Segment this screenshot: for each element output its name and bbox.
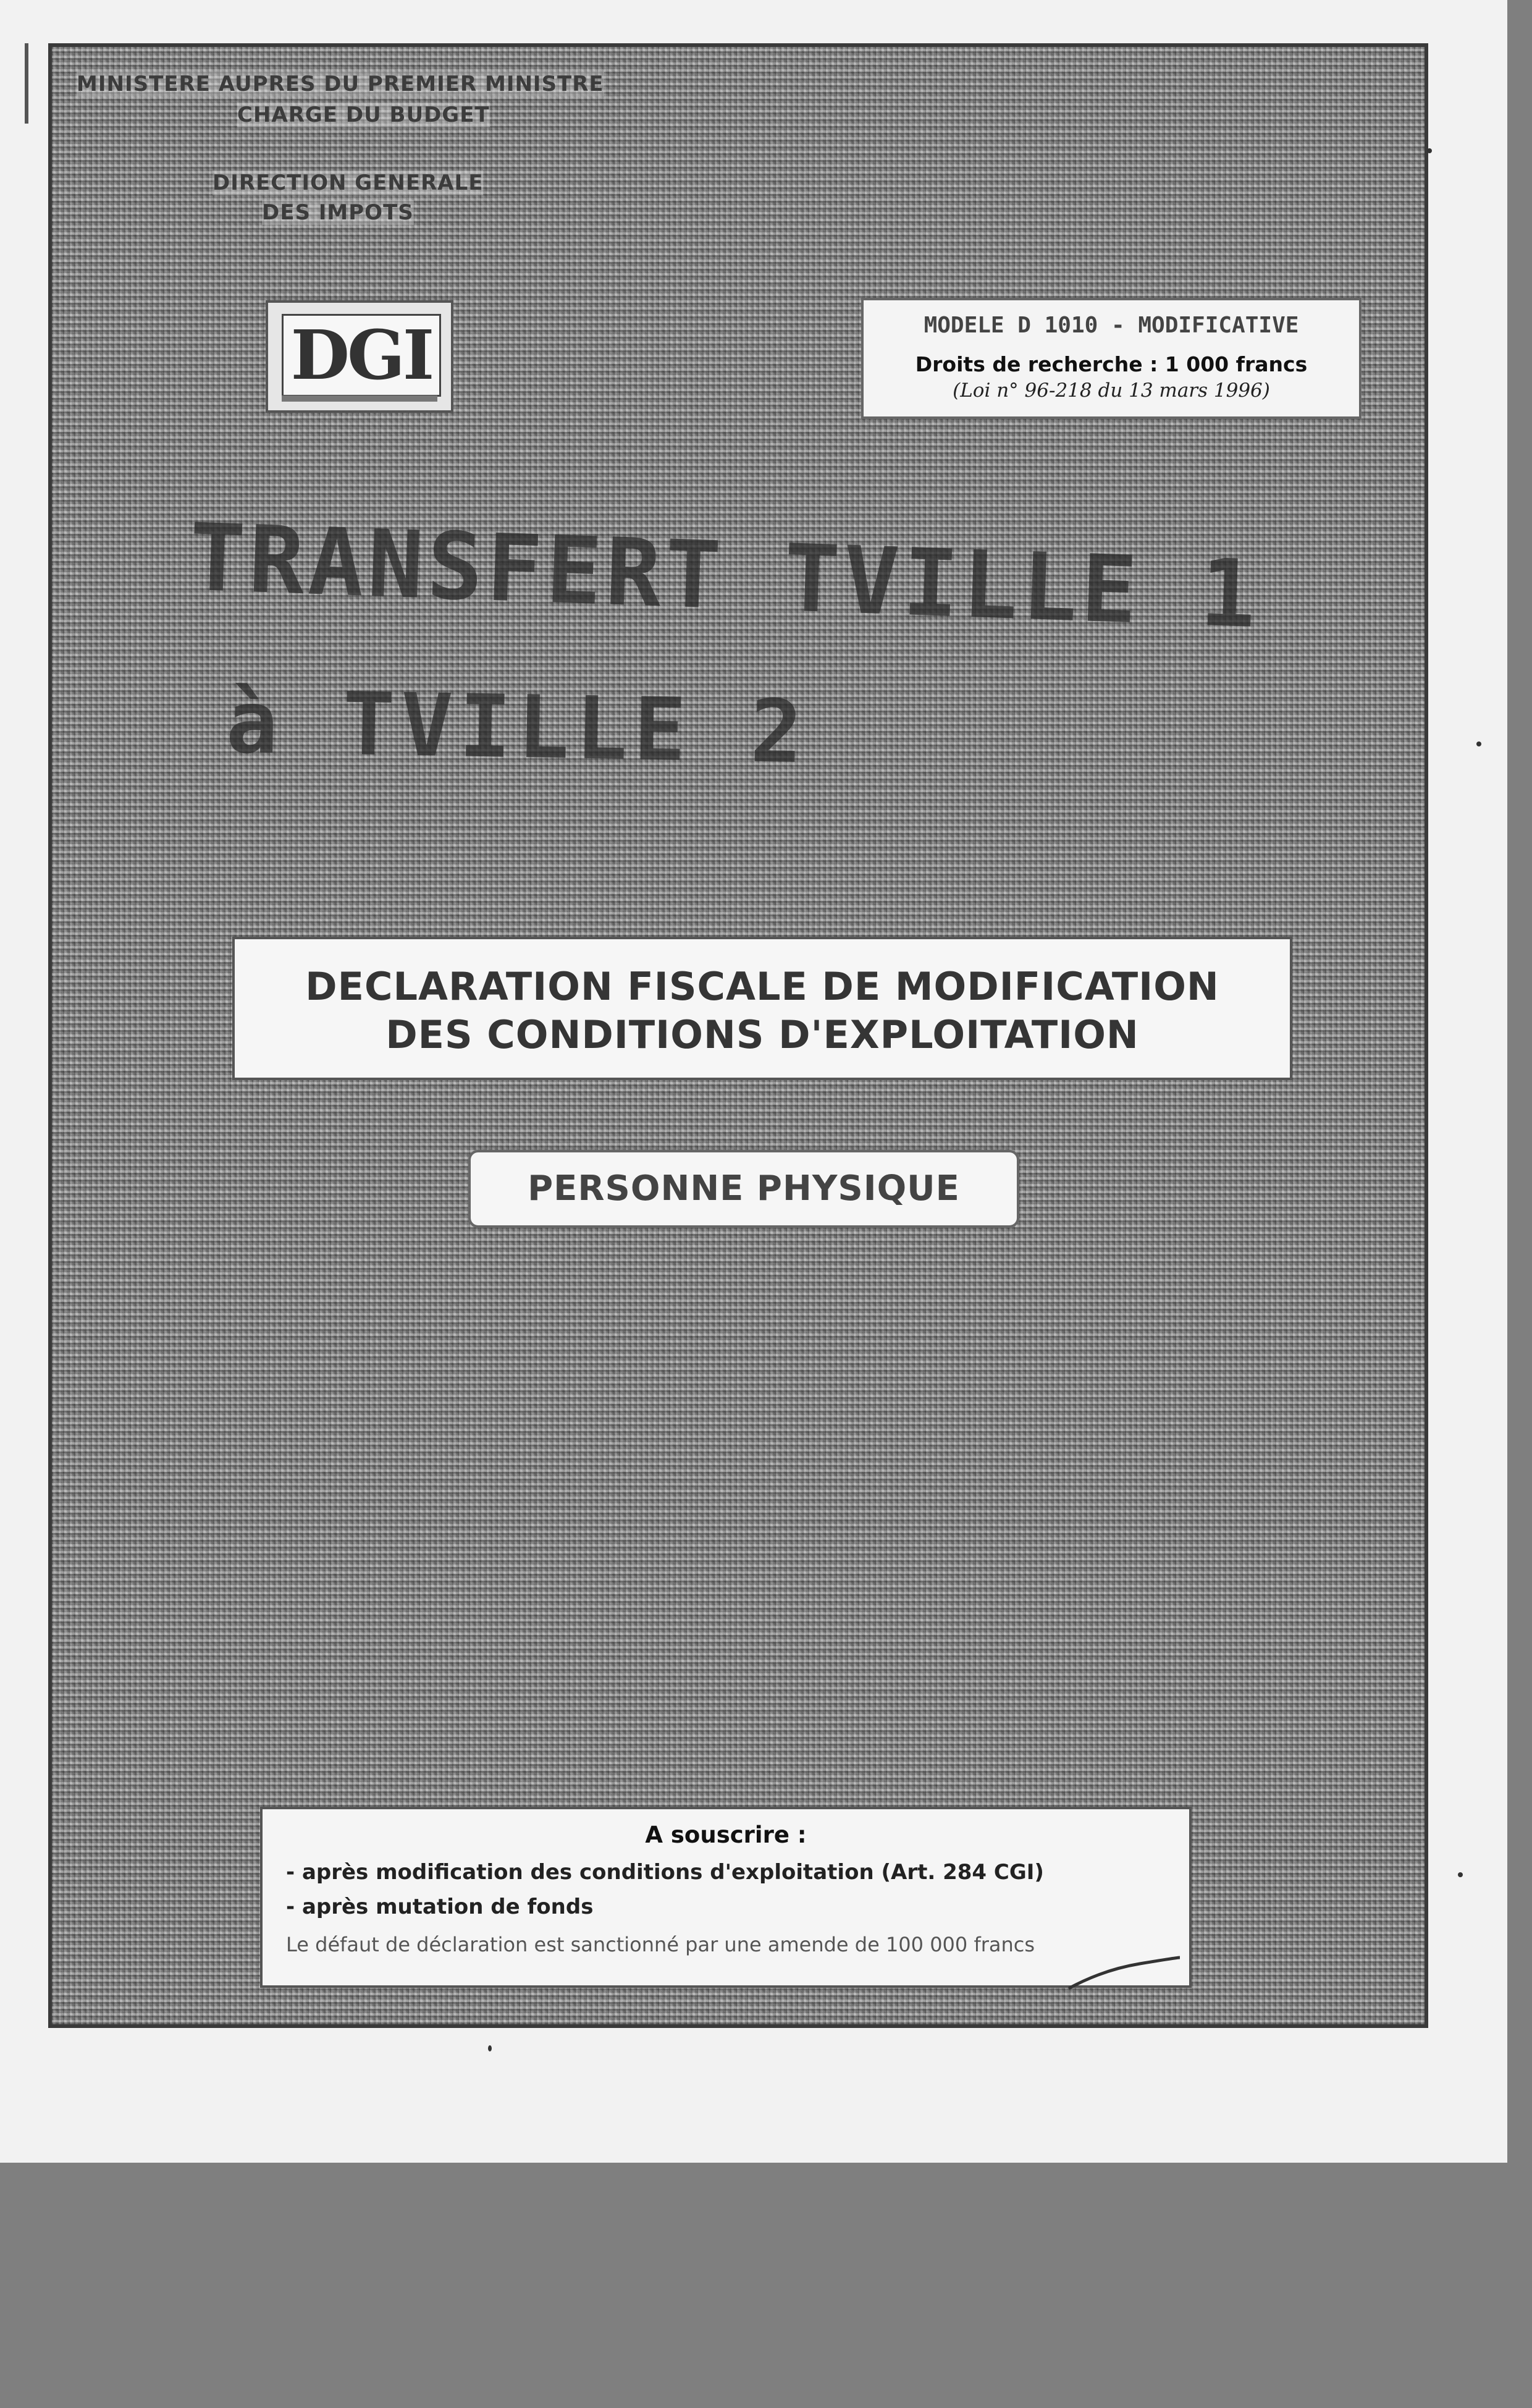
search-fee: Droits de recherche : 1 000 francs	[915, 352, 1308, 376]
handwriting-line-1: TRANSFERT TVILLE 1	[187, 504, 1262, 649]
declaration-title-box	[232, 937, 1292, 1080]
scan-speck	[1476, 741, 1481, 746]
instructions-title: A souscrire :	[645, 1822, 807, 1848]
dgi-logo-band	[282, 395, 437, 402]
title-line-2: DES CONDITIONS D'EXPLOITATION	[385, 1012, 1139, 1057]
instruction-item-2: - après mutation de fonds	[286, 1895, 594, 1919]
law-reference: (Loi n° 96-218 du 13 mars 1996)	[953, 379, 1270, 402]
direction-line-1: DIRECTION GENERALE	[213, 171, 484, 195]
ministry-line-1: MINISTERE AUPRES DU PREMIER MINISTRE	[77, 72, 604, 96]
dgi-logo-mark: DGI	[282, 314, 441, 397]
scan-speck	[488, 2045, 492, 2051]
handwritten-annotation	[187, 504, 1363, 869]
pen-stroke-mark	[1066, 1951, 1183, 1995]
scan-edge-mark	[25, 43, 28, 124]
model-code: MODELE D 1010 - MODIFICATIVE	[924, 313, 1299, 338]
instructions-box	[260, 1807, 1192, 1988]
dgi-logo	[266, 300, 453, 413]
ministry-line-2: CHARGE DU BUDGET	[237, 103, 490, 127]
direction-line-2: DES IMPOTS	[262, 200, 414, 225]
instruction-item-1: - après modification des conditions d'exploitation (Art. 284 CGI)	[286, 1860, 1044, 1885]
handwriting-line-2: à TVILLE 2	[225, 672, 810, 784]
person-type-box	[468, 1150, 1019, 1228]
patterned-cover-frame	[48, 43, 1428, 2028]
model-info-box	[861, 298, 1362, 419]
person-type-label: PERSONNE PHYSIQUE	[528, 1168, 960, 1209]
penalty-warning: Le défaut de déclaration est sanctionné par une amende de 100 000 francs	[286, 1933, 1035, 1956]
title-line-1: DECLARATION FISCALE DE MODIFICATION	[305, 964, 1219, 1009]
scan-speck	[1458, 1872, 1463, 1877]
scan-speck	[1427, 148, 1432, 153]
